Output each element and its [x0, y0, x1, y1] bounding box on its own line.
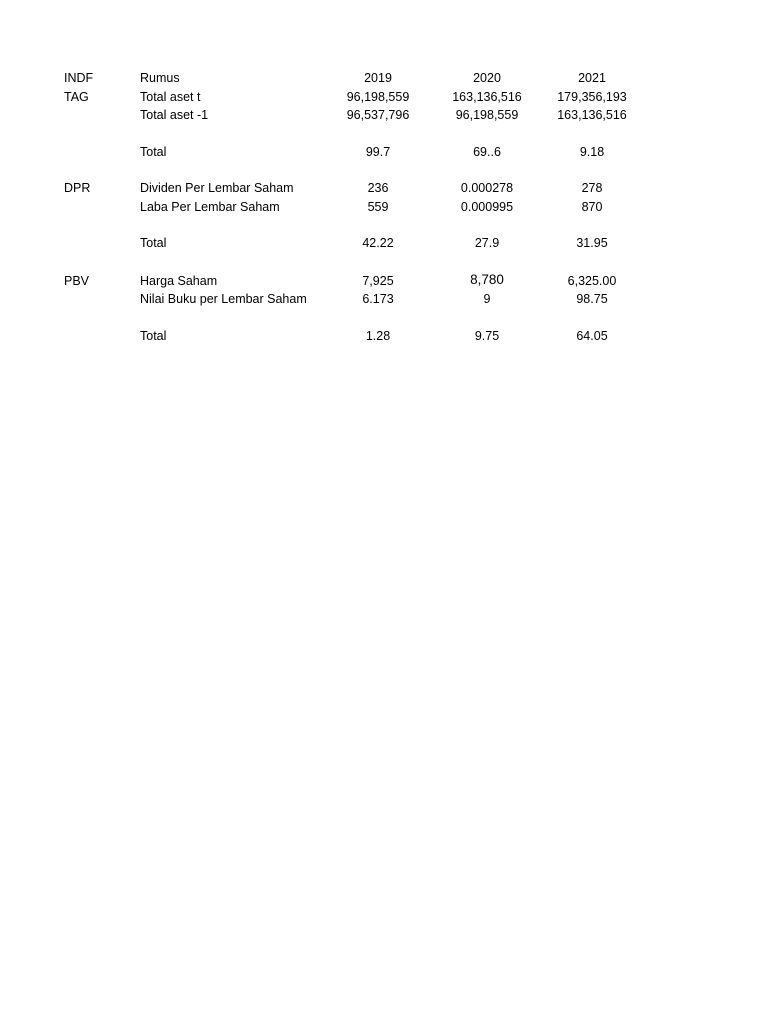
- total-value: 9.18: [579, 145, 605, 159]
- value-cell: 7,925: [362, 274, 394, 288]
- company-code: INDF: [64, 71, 94, 85]
- section-code-pbv: PBV: [64, 274, 90, 288]
- total-value: 1.28: [365, 329, 391, 343]
- value-cell: 96,198,559: [455, 108, 519, 122]
- value-cell: 6,325.00: [567, 274, 617, 288]
- table-row: [0, 106, 768, 124]
- value-cell: 0.000995: [460, 200, 514, 214]
- total-value: 64.05: [576, 329, 608, 343]
- value-cell: 163,136,516: [557, 108, 627, 122]
- value-cell: 6.173: [362, 292, 394, 306]
- value-cell: 96,537,796: [346, 108, 410, 122]
- value-cell: 8,780: [470, 272, 504, 287]
- formula-header: Rumus: [140, 71, 180, 85]
- value-cell: 0.000278: [460, 181, 514, 195]
- table-row: [0, 88, 768, 106]
- value-cell: 179,356,193: [557, 90, 627, 104]
- value-cell: 278: [581, 181, 603, 195]
- value-cell: 163,136,516: [452, 90, 522, 104]
- value-cell: 9: [483, 292, 491, 306]
- row-label: Dividen Per Lembar Saham: [140, 181, 294, 195]
- total-row: [0, 327, 768, 345]
- row-label: Harga Saham: [140, 274, 218, 288]
- row-label: Total aset t: [140, 90, 201, 104]
- total-value: 27.9: [474, 236, 500, 250]
- value-cell: 98.75: [576, 292, 608, 306]
- total-value: 9.75: [474, 329, 500, 343]
- total-row: [0, 234, 768, 252]
- year-header: 2020: [473, 71, 501, 85]
- table-row: [0, 198, 768, 216]
- section-code-tag: TAG: [64, 90, 89, 104]
- year-header: 2021: [578, 71, 606, 85]
- total-value: 69..6: [473, 145, 501, 159]
- table-row: [0, 179, 768, 197]
- header-row: [0, 69, 768, 87]
- total-row: [0, 143, 768, 161]
- total-label: Total: [140, 236, 167, 250]
- total-label: Total: [140, 329, 167, 343]
- table-row: [0, 272, 768, 290]
- section-code-dpr: DPR: [64, 181, 91, 195]
- row-label: Total aset -1: [140, 108, 209, 122]
- value-cell: 96,198,559: [346, 90, 410, 104]
- row-label: Nilai Buku per Lembar Saham: [140, 292, 307, 306]
- value-cell: 236: [367, 181, 389, 195]
- total-value: 31.95: [576, 236, 608, 250]
- total-label: Total: [140, 145, 167, 159]
- table-row: [0, 290, 768, 308]
- total-value: 42.22: [362, 236, 394, 250]
- value-cell: 559: [367, 200, 389, 214]
- row-label: Laba Per Lembar Saham: [140, 200, 280, 214]
- total-value: 99.7: [365, 145, 391, 159]
- year-header: 2019: [364, 71, 392, 85]
- value-cell: 870: [581, 200, 603, 214]
